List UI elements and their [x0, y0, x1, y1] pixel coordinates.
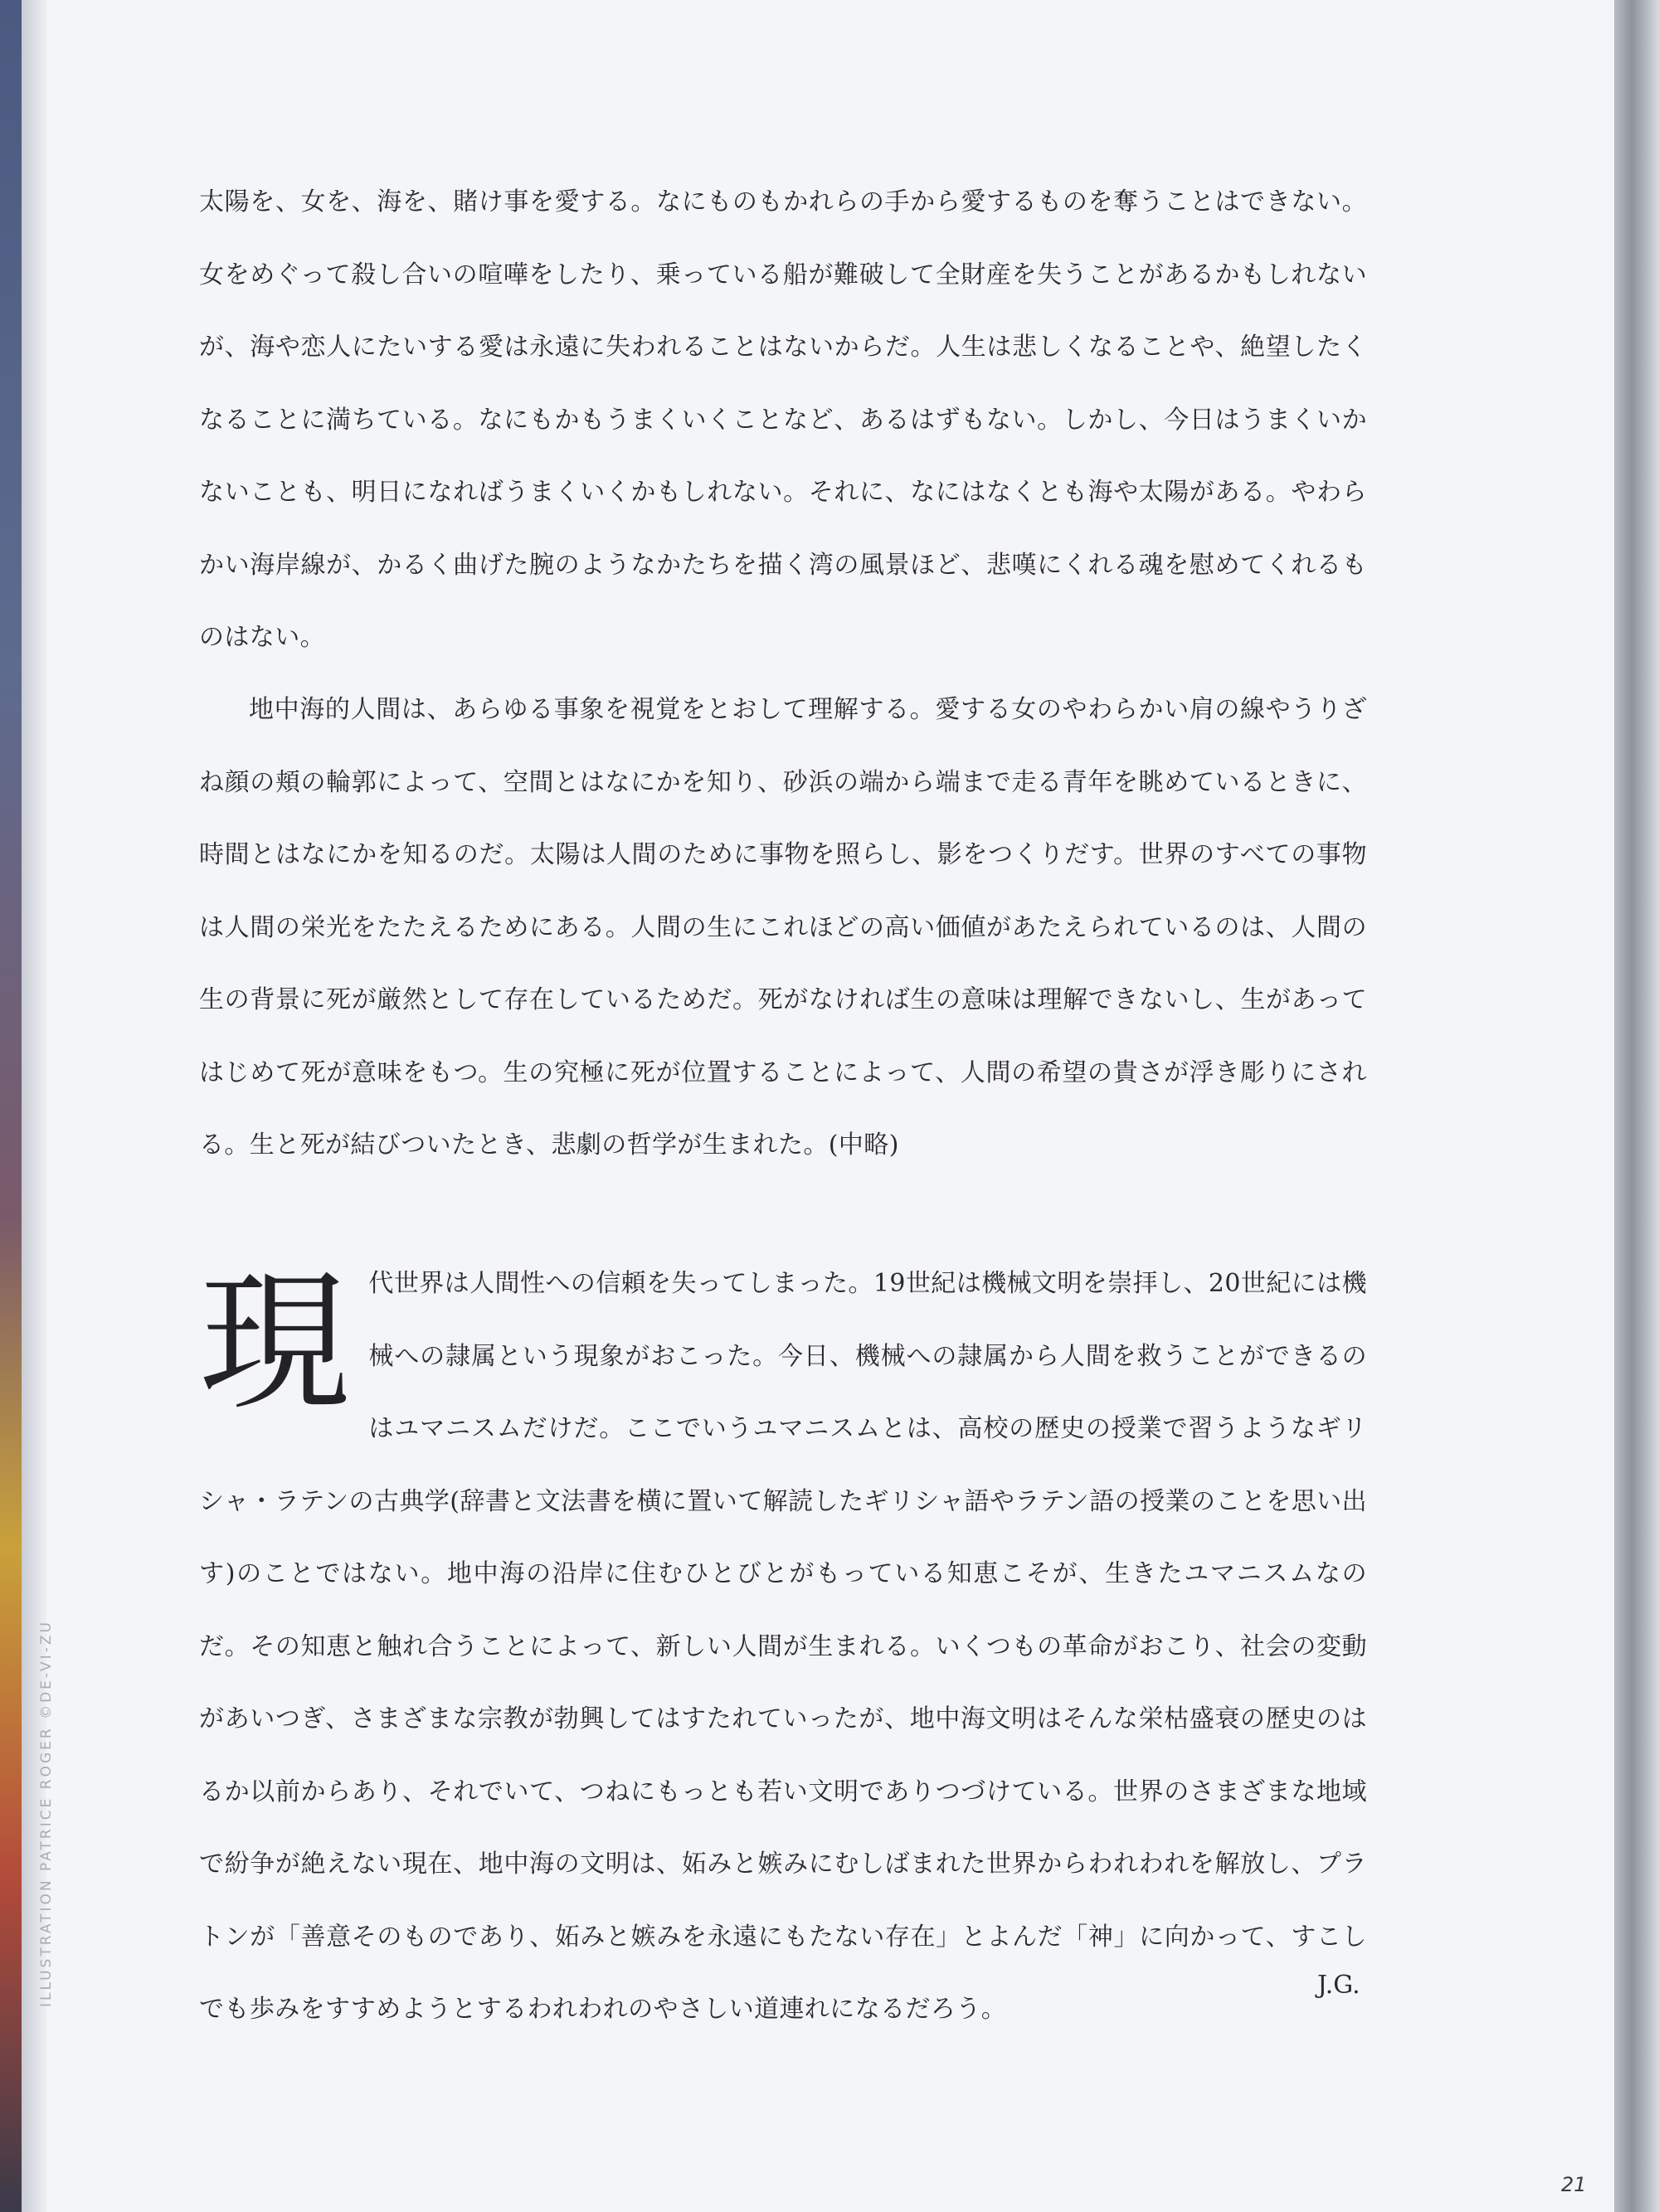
paragraph-1: 太陽を、女を、海を、賭け事を愛する。なにものもかれらの手から愛するものを奪うことはできない。女をめぐって殺し合いの喧嘩をしたり、乗っている船が難破して全財産を失うことがあるかもしれないが、海や恋人にたいする愛は永遠に失われることはないからだ。人生は悲しくなることや、絶望したくなることに満ちている。なにもかもうまくいくことなど、あるはずもない。しかし、今日はうまくいかないことも、明日になればうまくいくかもしれない。それに、なにはなくとも海や太陽がある。やわらかい海岸線が、かるく曲げた腕のようなかたちを描く湾の風景ほど、悲嘆にくれる魂を慰めてくれるものはない。 [199, 187, 1367, 652]
illustration-credit: ILLUSTRATION PATRICE ROGER ©DE-VI-ZU [38, 1620, 55, 2007]
paragraph-3-block [199, 1247, 1367, 2046]
book-spine [0, 0, 22, 2212]
author-signature: J.G. [1317, 1971, 1360, 2000]
page-edge [1614, 0, 1659, 2212]
drop-cap: 現 [199, 1255, 351, 1431]
page-number: 21 [1561, 2173, 1587, 2196]
paragraph-2: 地中海的人間は、あらゆる事象を視覚をとおして理解する。愛する女のやわらかい肩の線やうりざね顔の頬の輪郭によって、空間とはなにかを知り、砂浜の端から端まで走る青年を眺めているときに、時間とはなにかを知るのだ。太陽は人間のために事物を照らし、影をつくりだす。世界のすべての事物は人間の栄光をたたえるためにある。人間の生にこれほどの高い価値があたえられているのは、人間の生の背景に死が厳然として存在しているためだ。死がなければ生の意味は理解できないし、生があってはじめて死が意味をもつ。生の究極に死が位置することによって、人間の希望の貴さが浮き彫りにされる。生と死が結びついたとき、悲劇の哲学が生まれた。(中略) [199, 695, 1367, 1159]
paragraph-3: 代世界は人間性への信頼を失ってしまった。19世紀は機械文明を崇拝し、20世紀には機械への隷属という現象がおこった。今日、機械への隷属から人間を救うことができるのはユマニスムだけだ。ここでいうユマニスムとは、高校の歴史の授業で習うようなギリシャ・ラテンの古典学(辞書と文法書を横に置いて解読したギリシャ語やラテン語の授業のことを思い出す)のことではない。地中海の沿岸に住むひとびとがもっている知恵こそが、生きたユマニスムなのだ。その知恵と触れ合うことによって、新しい人間が生まれる。いくつもの革命がおこり、社会の変動があいつぎ、さまざまな宗教が勃興してはすたれていったが、地中海文明はそんな栄枯盛衰の歴史のはるか以前からあり、それでいて、つねにもっとも若い文明でありつづけている。世界のさまざまな地域で紛争が絶えない現在、地中海の文明は、妬みと嫉みにむしばまれた世界からわれわれを解放し、プラトンが「善意そのものであり、妬みと嫉みを永遠にもたない存在」とよんだ「神」に向かって、すこしでも歩みをすすめようとするわれわれのやさしい道連れになるだろう。 [199, 1269, 1367, 2024]
